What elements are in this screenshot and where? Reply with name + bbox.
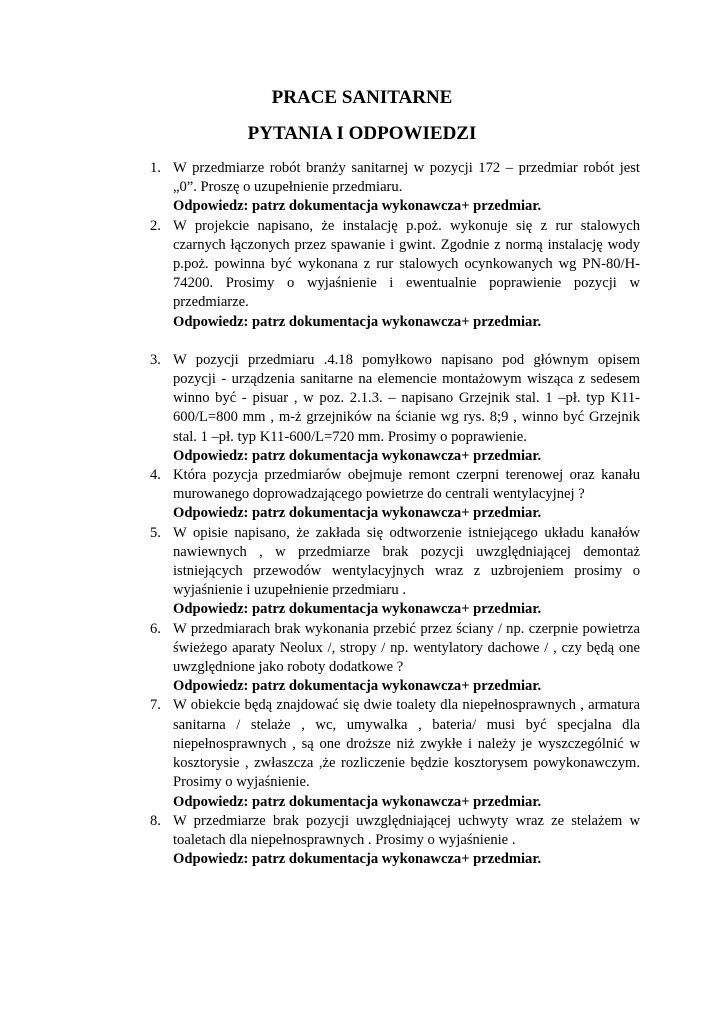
question-text: W obiekcie będą znajdować się dwie toalety dla niepełnosprawnych , armatura sanitarna / stelaże , wc, umywalka , bateria/ musi być specjalna dla niepełnosprawnych , są one droższe niż zwykłe i należy je wyszczególnić w kosztorysie , zwłaszcza ,że rozliczenie będzie kosztorysem powykonawczym. Prosimy o wyjaśnienie.: [173, 697, 640, 791]
question-text: W przedmiarze brak pozycji uwzględniającej uchwyty wraz ze stelażem w toaletach dla niepełnosprawnych . Prosimy o wyjaśnienie .: [173, 812, 640, 848]
question-text: W przedmiarze robót branży sanitarnej w pozycji 172 – przedmiar robót jest „0”. Proszę o uzupełnienie przedmiaru.: [173, 160, 640, 196]
item-number: 4.: [150, 467, 161, 484]
answer-text: Odpowiedz: patrz dokumentacja wykonawcza+ przedmiar.: [173, 313, 542, 330]
document-subtitle: PYTANIA I ODPOWIEDZI: [247, 123, 477, 144]
question-item-8: [150, 812, 640, 870]
item-number: 3.: [150, 351, 161, 368]
question-item-3: [150, 351, 640, 466]
item-number: 6.: [150, 620, 161, 637]
answer-text: Odpowiedz: patrz dokumentacja wykonawcza+ przedmiar.: [173, 447, 542, 464]
answer-text: Odpowiedz: patrz dokumentacja wykonawcza+ przedmiar.: [173, 505, 542, 522]
item-number: 1.: [150, 160, 161, 176]
question-item-7: [150, 696, 640, 811]
answer-text: Odpowiedz: patrz dokumentacja wykonawcza+ przedmiar.: [173, 851, 542, 868]
question-item-6: [150, 620, 640, 697]
item-number: 8.: [150, 812, 161, 829]
question-text: W przedmiarach brak wykonania przebić przez ściany / np. czerpnie powietrza świeżego aparaty Neolux /, stropy / np. wentylatory dachowe / , czy będą one uwzględnione jako roboty dodatkowe ?: [173, 620, 640, 676]
answer-text: Odpowiedz: patrz dokumentacja wykonawcza+ przedmiar.: [173, 601, 542, 618]
item-number: 5.: [150, 524, 161, 541]
answer-text: Odpowiedz: patrz dokumentacja wykonawcza+ przedmiar.: [173, 678, 542, 695]
item-number: 7.: [150, 697, 161, 714]
question-text: W opisie napisano, że zakłada się odtworzenie istniejącego układu kanałów nawiewnych , w przedmiarze brak pozycji uwzględniającej demontaż istniejących przewodów wentylacyjnych wraz z uzbrojeniem prosimy o wyjaśnienie i uzupełnienie przedmiaru .: [173, 524, 640, 599]
question-text: Która pozycja przedmiarów obejmuje remont czerpni terenowej oraz kanału murowanego doprowadzającego powietrze do centrali wentylacyjnej ?: [173, 467, 640, 503]
question-item-1: [150, 159, 640, 217]
question-list: [150, 159, 640, 869]
item-number: 2.: [150, 217, 161, 234]
question-text: W projekcie napisano, że instalację p.poż. wykonuje się z rur stalowych czarnych łączonych przez spawanie i gwint. Zgodnie z normą instalację wody p.poż. powinna być wykonana z rur stalowych ocynkowanych wg PN-80/H-74200. Prosimy o wyjaśnienie i ewentualnie poprawienie pozycji w przedmiarze.: [173, 217, 640, 311]
question-text: W pozycji przedmiaru .4.18 pomyłkowo napisano pod głównym opisem pozycji - urządzenia sanitarne na elemencie montażowym wisząca z sedesem winno być - pisuar , w poz. 2.1.3. – napisano Grzejnik stal. 1 –pł. typ K11-600/L=800 mm , m-ż grzejników na ścianie wg rys. 8;9 , winno być Grzejnik stal. 1 –pł. typ K11-600/L=720 mm. Prosimy o poprawienie.: [173, 351, 640, 445]
question-item-5: [150, 524, 640, 620]
question-item-4: [150, 466, 640, 524]
answer-text: Odpowiedz: patrz dokumentacja wykonawcza+ przedmiar.: [173, 198, 542, 215]
answer-text: Odpowiedz: patrz dokumentacja wykonawcza+ przedmiar.: [173, 793, 542, 810]
document-title: PRACE SANITARNE: [271, 87, 453, 108]
question-item-2: [150, 217, 640, 332]
